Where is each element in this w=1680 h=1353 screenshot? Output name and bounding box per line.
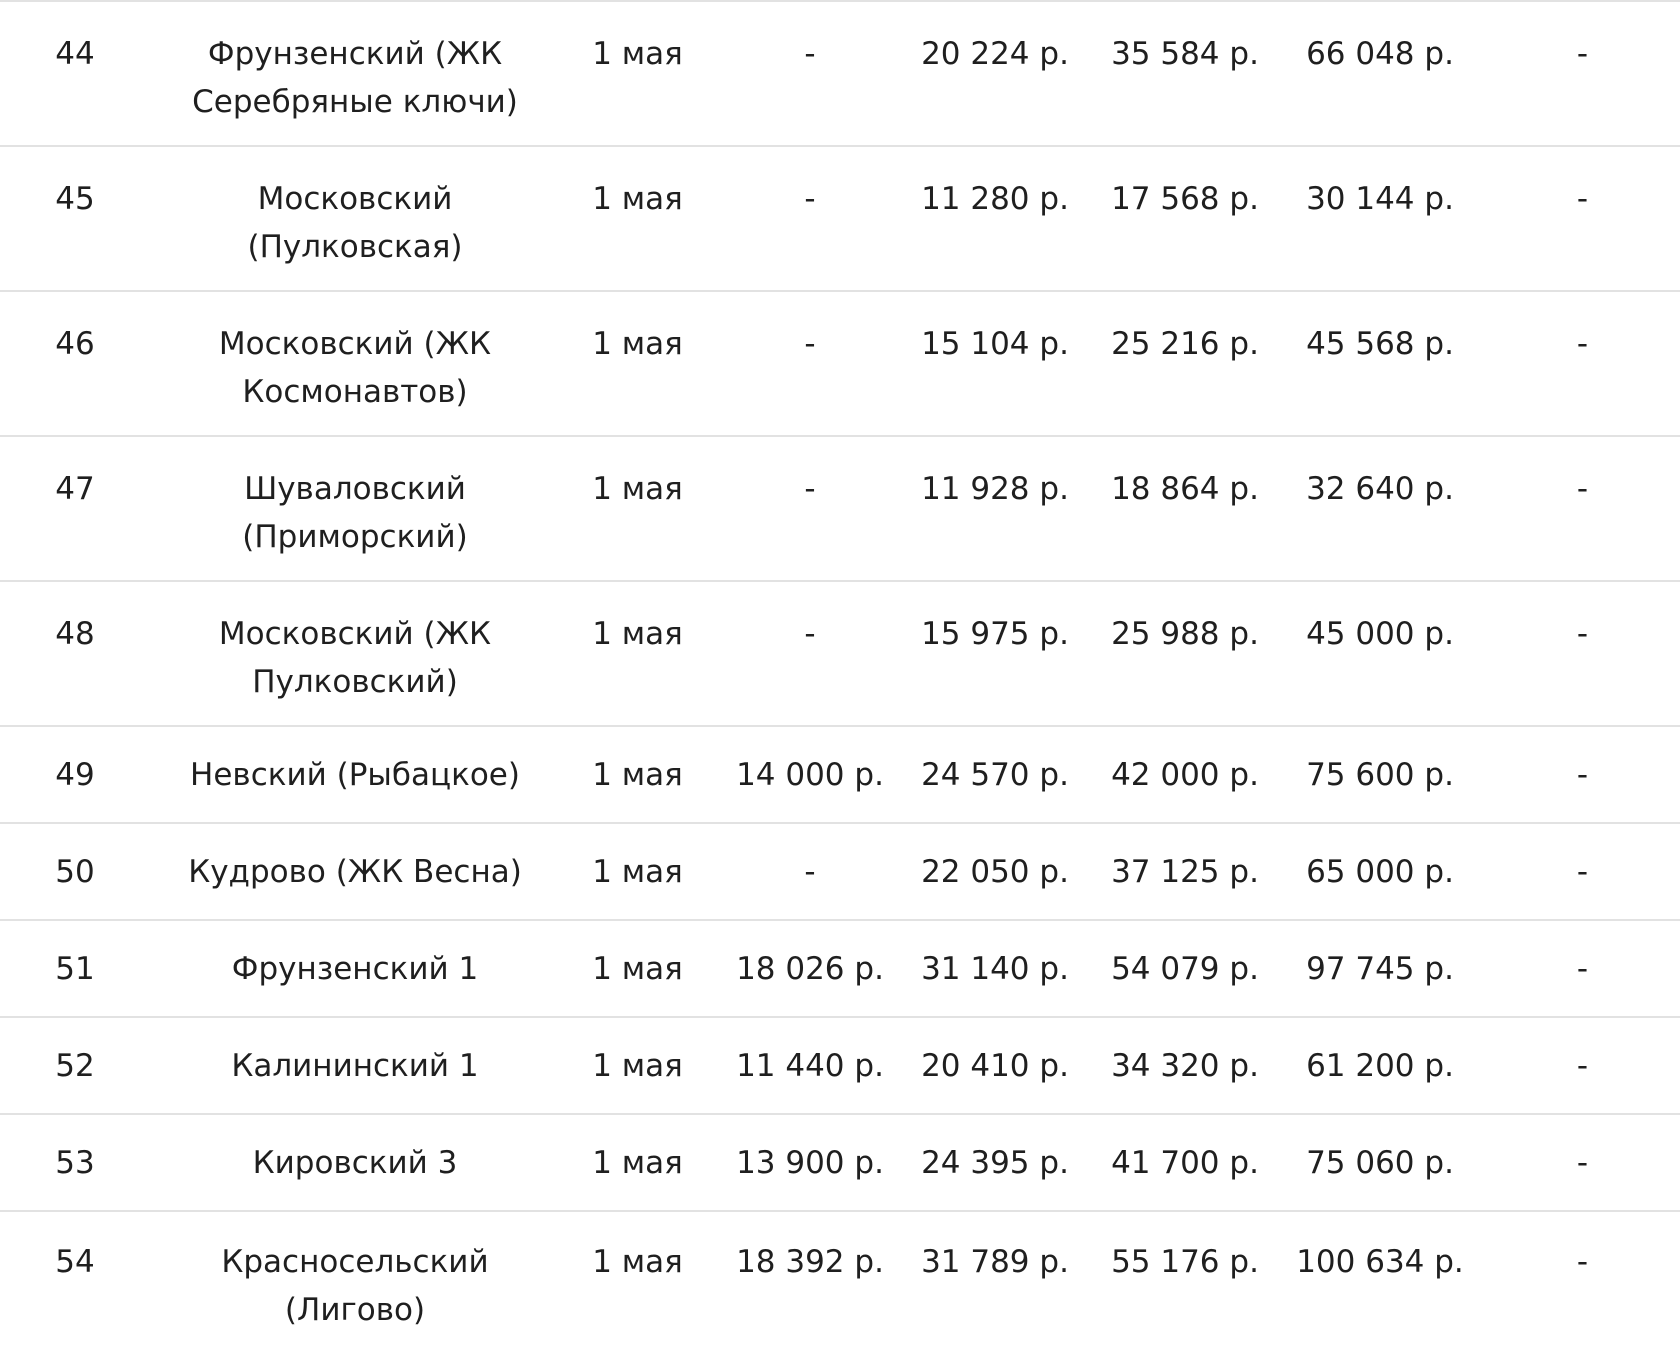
district-name: Фрунзенский 1 — [231, 951, 479, 987]
district-name: Московский (ЖК Космонавтов) — [218, 326, 492, 410]
price-col-3: 25 216 р. — [1111, 326, 1259, 362]
table-row — [0, 824, 1680, 921]
row-number: 47 — [55, 471, 95, 507]
table-row — [0, 437, 1680, 582]
row-number: 46 — [55, 326, 95, 362]
table-row — [0, 921, 1680, 1018]
price-col-3: 55 176 р. — [1111, 1244, 1259, 1280]
row-number: 45 — [55, 181, 95, 217]
district-name: Фрунзенский (ЖК Серебряные ключи) — [192, 36, 518, 120]
start-date: 1 мая — [592, 36, 683, 72]
district-name: Шуваловский (Приморский) — [242, 471, 468, 555]
row-number: 53 — [55, 1145, 95, 1181]
row-number: 44 — [55, 36, 95, 72]
price-col-2: 31 789 р. — [921, 1244, 1069, 1280]
price-col-2: 31 140 р. — [921, 951, 1069, 987]
price-col-2: 11 280 р. — [921, 181, 1069, 217]
start-date: 1 мая — [592, 1145, 683, 1181]
price-col-1: 18 392 р. — [736, 1244, 884, 1280]
district-name: Кудрово (ЖК Весна) — [188, 854, 522, 890]
price-col-2: 15 975 р. — [921, 616, 1069, 652]
district-name: Красносельский (Лигово) — [221, 1244, 489, 1328]
price-col-3: 54 079 р. — [1111, 951, 1259, 987]
start-date: 1 мая — [592, 757, 683, 793]
start-date: 1 мая — [592, 1244, 683, 1280]
price-col-5: - — [1576, 854, 1589, 890]
price-col-3: 18 864 р. — [1111, 471, 1259, 507]
district-name: Московский (Пулковская) — [247, 181, 463, 265]
table-row — [0, 1115, 1680, 1212]
table-row — [0, 292, 1680, 437]
table-row — [0, 1018, 1680, 1115]
start-date: 1 мая — [592, 181, 683, 217]
price-col-5: - — [1576, 951, 1589, 987]
price-col-5: - — [1576, 181, 1589, 217]
price-col-3: 37 125 р. — [1111, 854, 1259, 890]
price-col-5: - — [1576, 757, 1589, 793]
price-col-5: - — [1576, 1244, 1589, 1280]
table-row — [0, 1212, 1680, 1353]
start-date: 1 мая — [592, 471, 683, 507]
district-name: Кировский 3 — [252, 1145, 458, 1181]
price-col-4: 100 634 р. — [1296, 1244, 1464, 1280]
price-col-3: 41 700 р. — [1111, 1145, 1259, 1181]
price-col-2: 20 410 р. — [921, 1048, 1069, 1084]
price-col-3: 35 584 р. — [1111, 36, 1259, 72]
row-number: 49 — [55, 757, 95, 793]
price-col-4: 61 200 р. — [1306, 1048, 1454, 1084]
start-date: 1 мая — [592, 1048, 683, 1084]
table-row — [0, 582, 1680, 727]
price-col-1: - — [804, 471, 816, 507]
price-col-2: 24 395 р. — [921, 1145, 1069, 1181]
row-number: 52 — [55, 1048, 95, 1084]
price-col-5: - — [1576, 1145, 1589, 1181]
price-col-4: 75 060 р. — [1306, 1145, 1454, 1181]
district-name: Московский (ЖК Пулковский) — [218, 616, 492, 700]
price-col-4: 66 048 р. — [1306, 36, 1454, 72]
price-col-4: 45 000 р. — [1306, 616, 1454, 652]
price-col-2: 11 928 р. — [921, 471, 1069, 507]
price-col-1: - — [804, 181, 816, 217]
price-col-3: 42 000 р. — [1111, 757, 1259, 793]
price-col-1: 18 026 р. — [736, 951, 884, 987]
price-col-3: 25 988 р. — [1111, 616, 1259, 652]
table-row — [0, 727, 1680, 824]
price-col-1: - — [804, 854, 816, 890]
start-date: 1 мая — [592, 854, 683, 890]
row-number: 48 — [55, 616, 95, 652]
table-row — [0, 147, 1680, 292]
district-name: Невский (Рыбацкое) — [190, 757, 520, 793]
price-col-4: 32 640 р. — [1306, 471, 1454, 507]
price-col-5: - — [1576, 36, 1589, 72]
price-col-1: 14 000 р. — [736, 757, 884, 793]
price-col-5: - — [1576, 616, 1589, 652]
price-col-1: - — [804, 36, 816, 72]
price-col-3: 34 320 р. — [1111, 1048, 1259, 1084]
price-col-4: 97 745 р. — [1306, 951, 1454, 987]
price-col-4: 45 568 р. — [1306, 326, 1454, 362]
row-number: 51 — [55, 951, 95, 987]
price-col-2: 24 570 р. — [921, 757, 1069, 793]
price-col-1: - — [804, 326, 816, 362]
table-row — [0, 2, 1680, 147]
price-col-2: 20 224 р. — [921, 36, 1069, 72]
price-col-5: - — [1576, 1048, 1589, 1084]
price-col-3: 17 568 р. — [1111, 181, 1259, 217]
price-col-5: - — [1576, 326, 1589, 362]
price-col-2: 15 104 р. — [921, 326, 1069, 362]
price-col-2: 22 050 р. — [921, 854, 1069, 890]
price-col-1: - — [804, 616, 816, 652]
price-col-4: 75 600 р. — [1306, 757, 1454, 793]
price-col-5: - — [1576, 471, 1589, 507]
start-date: 1 мая — [592, 326, 683, 362]
district-name: Калининский 1 — [231, 1048, 479, 1084]
price-col-1: 13 900 р. — [736, 1145, 884, 1181]
price-col-4: 30 144 р. — [1306, 181, 1454, 217]
price-col-4: 65 000 р. — [1306, 854, 1454, 890]
row-number: 54 — [55, 1244, 95, 1280]
start-date: 1 мая — [592, 951, 683, 987]
price-col-1: 11 440 р. — [736, 1048, 884, 1084]
row-number: 50 — [55, 854, 95, 890]
start-date: 1 мая — [592, 616, 683, 652]
